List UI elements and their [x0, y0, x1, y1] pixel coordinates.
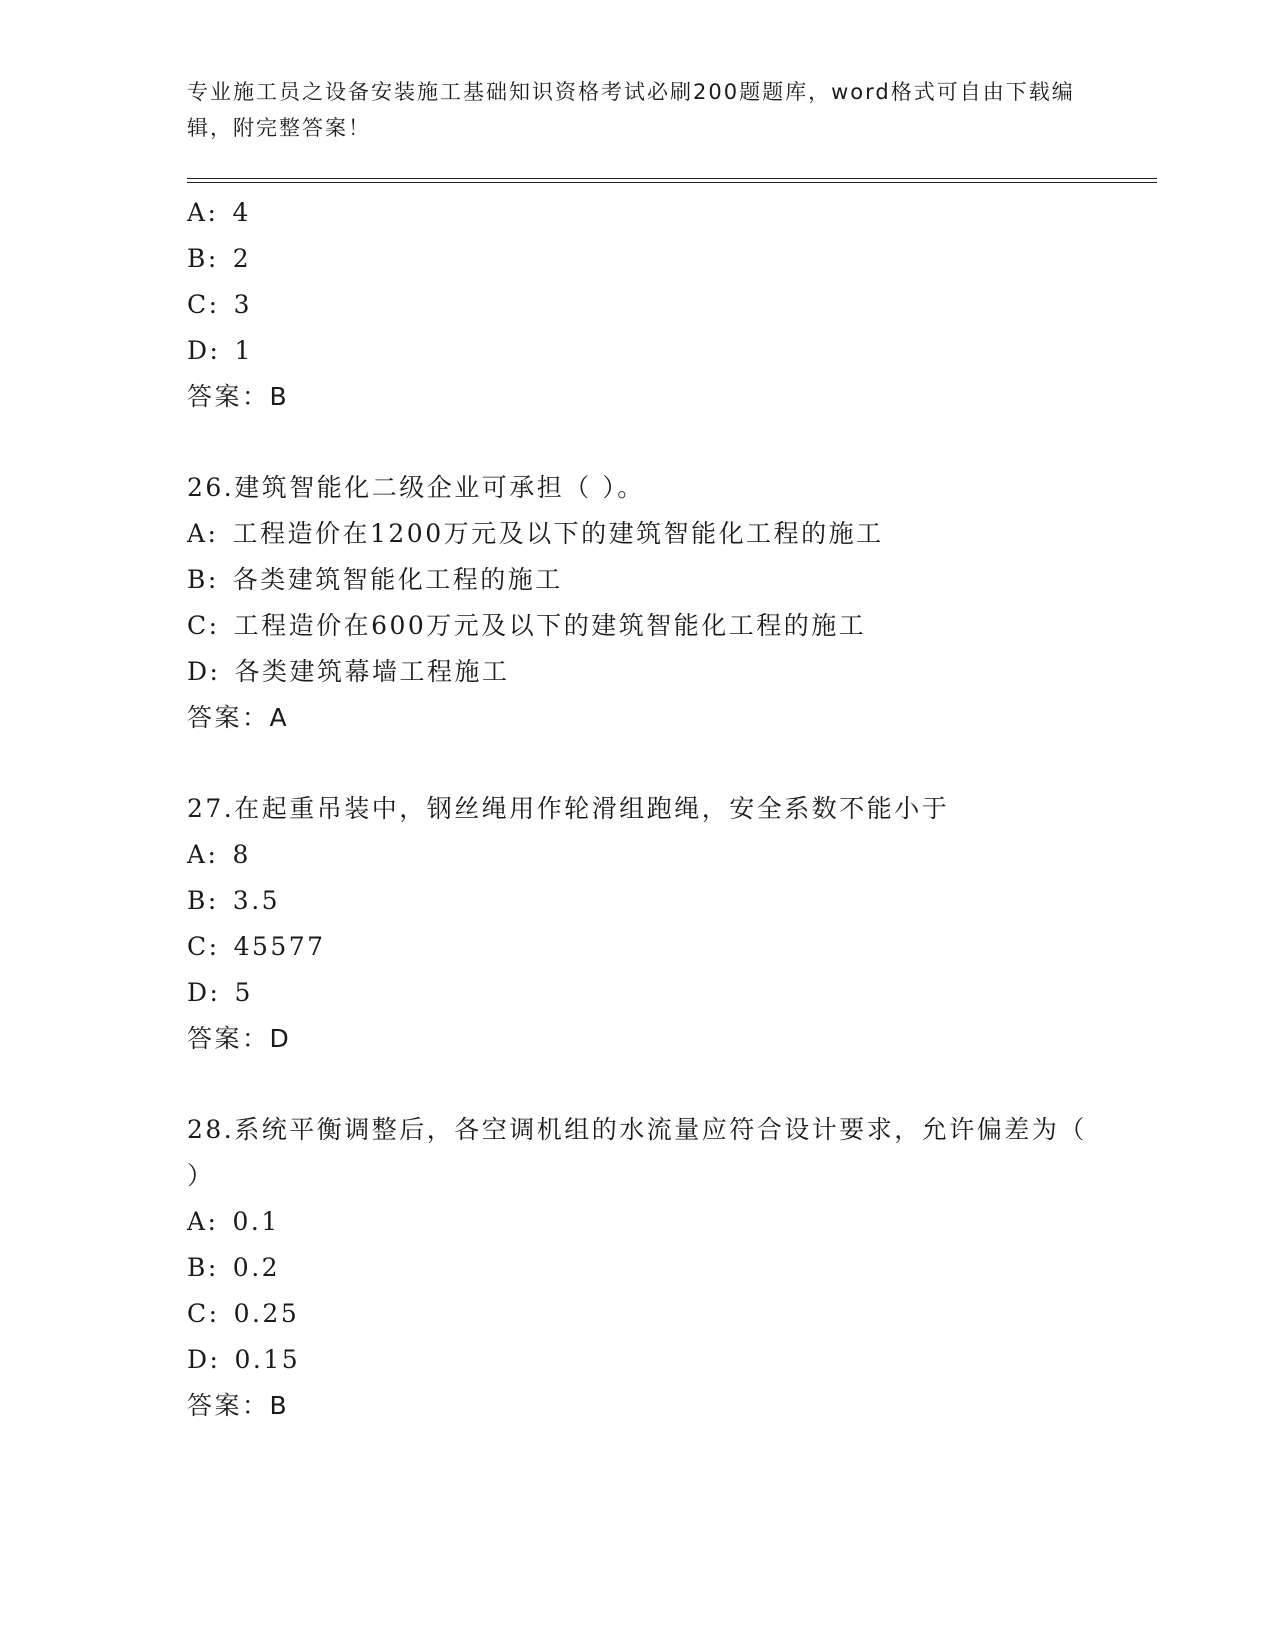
option-d	[187, 328, 1157, 374]
header-divider-bottom	[187, 182, 1157, 183]
option-a	[187, 1199, 1157, 1245]
spacer	[187, 1062, 1157, 1107]
option-text: 各类建筑智能化工程的施工	[232, 565, 563, 594]
option-text: 45577	[233, 932, 326, 961]
option-text: 5	[234, 978, 253, 1007]
option-a	[187, 190, 1157, 236]
option-label: B:	[187, 1253, 219, 1282]
option-text: 工程造价在1200万元及以下的建筑智能化工程的施工	[232, 519, 884, 548]
option-c	[187, 603, 1157, 649]
answer-line: 答案：D	[187, 1024, 292, 1053]
question-stem: 28.系统平衡调整后，各空调机组的水流量应符合设计要求，允许偏差为（ ）	[187, 1115, 1087, 1190]
option-text: 0.1	[232, 1207, 280, 1236]
option-text: 0.15	[234, 1345, 301, 1374]
option-b	[187, 1245, 1157, 1291]
option-label: D:	[187, 1345, 221, 1374]
option-label: D:	[187, 336, 221, 365]
option-label: A:	[187, 1207, 219, 1236]
option-text: 3.5	[232, 886, 281, 915]
question-stem: 26.建筑智能化二级企业可承担（ ）。	[187, 473, 645, 502]
option-text: 3	[233, 290, 252, 319]
option-b	[187, 236, 1157, 282]
question-stem: 27.在起重吊装中，钢丝绳用作轮滑组跑绳，安全系数不能小于	[187, 794, 950, 823]
question-block	[187, 465, 1157, 741]
option-text: 8	[232, 840, 251, 869]
option-text: 各类建筑幕墙工程施工	[234, 657, 510, 686]
option-label: B:	[187, 244, 219, 273]
question-block	[187, 1107, 1157, 1429]
option-label: C:	[187, 1299, 220, 1328]
option-c	[187, 282, 1157, 328]
answer-line: 答案：B	[187, 1391, 290, 1420]
option-label: C:	[187, 932, 220, 961]
option-a	[187, 832, 1157, 878]
document-header: 专业施工员之设备安装施工基础知识资格考试必刷200题题库，word格式可自由下载编辑，附完整答案！	[187, 80, 1075, 140]
header-divider-top	[187, 178, 1157, 179]
option-text: 1	[234, 336, 253, 365]
option-label: D:	[187, 657, 221, 686]
option-label: B:	[187, 565, 219, 594]
option-text: 工程造价在600万元及以下的建筑智能化工程的施工	[233, 611, 867, 640]
option-label: D:	[187, 978, 221, 1007]
spacer	[187, 741, 1157, 786]
option-label: B:	[187, 886, 219, 915]
option-label: A:	[187, 519, 219, 548]
option-a	[187, 511, 1157, 557]
option-c	[187, 1291, 1157, 1337]
option-d	[187, 649, 1157, 695]
option-b	[187, 557, 1157, 603]
answer-line: 答案：A	[187, 703, 290, 732]
option-label: C:	[187, 611, 220, 640]
option-d	[187, 970, 1157, 1016]
option-text: 4	[232, 198, 251, 227]
spacer	[187, 420, 1157, 465]
option-text: 0.25	[233, 1299, 300, 1328]
option-c	[187, 924, 1157, 970]
option-b	[187, 878, 1157, 924]
option-label: C:	[187, 290, 220, 319]
option-text: 2	[232, 244, 252, 273]
question-list	[187, 190, 1157, 1429]
question-block	[187, 190, 1157, 420]
option-d	[187, 1337, 1157, 1383]
option-label: A:	[187, 840, 219, 869]
answer-line: 答案：B	[187, 382, 290, 411]
question-block	[187, 786, 1157, 1062]
option-label: A:	[187, 198, 219, 227]
option-text: 0.2	[232, 1253, 281, 1282]
